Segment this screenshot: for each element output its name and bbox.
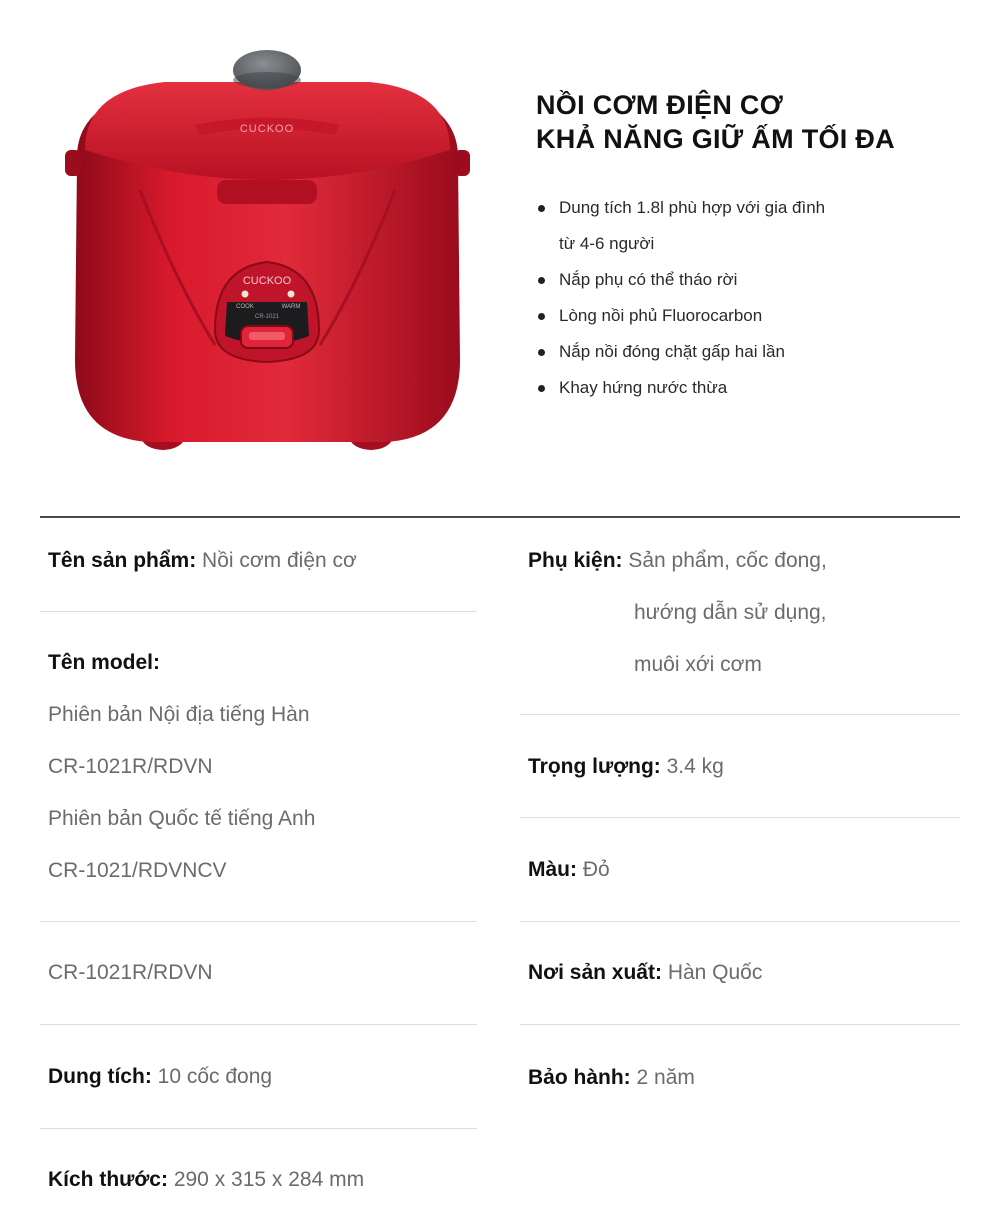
spec-column-left xyxy=(40,518,477,1225)
panel-label-warm: WARM xyxy=(281,304,301,310)
feature-item xyxy=(538,298,958,334)
feature-text: Lòng nồi phủ Fluorocarbon xyxy=(559,306,763,325)
feature-list xyxy=(538,190,958,406)
spec-label: Trọng lượng: xyxy=(528,755,661,778)
spec-value: 290 x 315 x 284 mm xyxy=(173,1168,365,1191)
feature-item xyxy=(538,334,958,370)
spec-value-line: CR-1021R/RDVN xyxy=(48,755,213,778)
lid-brand-mark: CUCKOO xyxy=(239,123,295,135)
bullet-icon xyxy=(538,205,545,212)
spec-label: Tên model: xyxy=(48,651,161,674)
spec-label: Phụ kiện: xyxy=(528,549,623,572)
spec-row-capacity xyxy=(40,1025,477,1129)
spec-row-model xyxy=(40,612,477,922)
spec-value-line: muôi xới cơm xyxy=(634,653,762,676)
spec-row-warranty xyxy=(520,1025,960,1125)
panel-brand-mark: CUCKOO xyxy=(242,275,292,287)
headline-line-2: KHẢ NĂNG GIỮ ẤM TỐI ĐA xyxy=(536,124,895,154)
spec-value-line: CR-1021/RDVNCV xyxy=(48,859,227,882)
spec-value: CR-1021R/RDVN xyxy=(48,961,213,984)
feature-text: Nắp nồi đóng chặt gấp hai lần xyxy=(559,342,785,361)
spec-row-accessories xyxy=(520,518,960,715)
bullet-icon xyxy=(538,385,545,392)
feature-item xyxy=(538,370,958,406)
spec-row-color xyxy=(520,818,960,922)
spec-row-weight xyxy=(520,715,960,818)
spec-column-right xyxy=(520,518,960,1125)
headline-line-1: NỒI CƠM ĐIỆN CƠ xyxy=(536,90,784,120)
spec-row-product-name xyxy=(40,518,477,612)
product-headline xyxy=(536,88,976,156)
spec-row-model-code xyxy=(40,922,477,1025)
feature-text: Dung tích 1.8l phù hợp với gia đình xyxy=(559,198,826,217)
spec-row-origin xyxy=(520,922,960,1025)
spec-label: Tên sản phẩm: xyxy=(48,549,197,572)
bullet-icon xyxy=(538,349,545,356)
spec-value: 10 cốc đong xyxy=(157,1065,273,1088)
bullet-icon xyxy=(538,313,545,320)
feature-item xyxy=(538,262,958,298)
spec-label: Nơi sản xuất: xyxy=(528,961,662,984)
feature-item xyxy=(538,190,958,262)
feature-text: Khay hứng nước thừa xyxy=(559,378,728,397)
spec-value: Hàn Quốc xyxy=(667,961,763,984)
spec-label: Kích thước: xyxy=(48,1168,168,1191)
hero-section xyxy=(0,0,1000,500)
spec-value-line: Phiên bản Quốc tế tiếng Anh xyxy=(48,807,316,830)
spec-value: 2 năm xyxy=(636,1066,695,1089)
feature-text-continued: từ 4-6 người xyxy=(559,234,655,253)
spec-label: Dung tích: xyxy=(48,1065,152,1088)
panel-model-mark: CR-1021 xyxy=(254,314,280,320)
spec-label: Màu: xyxy=(528,858,577,881)
spec-value-line: Phiên bản Nội địa tiếng Hàn xyxy=(48,703,310,726)
spec-value-line: hướng dẫn sử dụng, xyxy=(634,601,827,624)
bullet-icon xyxy=(538,277,545,284)
spec-row-dimensions xyxy=(40,1129,477,1225)
rice-cooker-image xyxy=(55,40,480,465)
spec-value: 3.4 kg xyxy=(666,755,724,778)
spec-value: Đỏ xyxy=(582,858,610,881)
spec-label: Bảo hành: xyxy=(528,1066,631,1089)
spec-value: Nồi cơm điện cơ xyxy=(202,549,357,572)
feature-text: Nắp phụ có thể tháo rời xyxy=(559,270,738,289)
spec-value: Sản phẩm, cốc đong, xyxy=(628,549,827,572)
panel-label-cook: COOK xyxy=(236,304,254,310)
